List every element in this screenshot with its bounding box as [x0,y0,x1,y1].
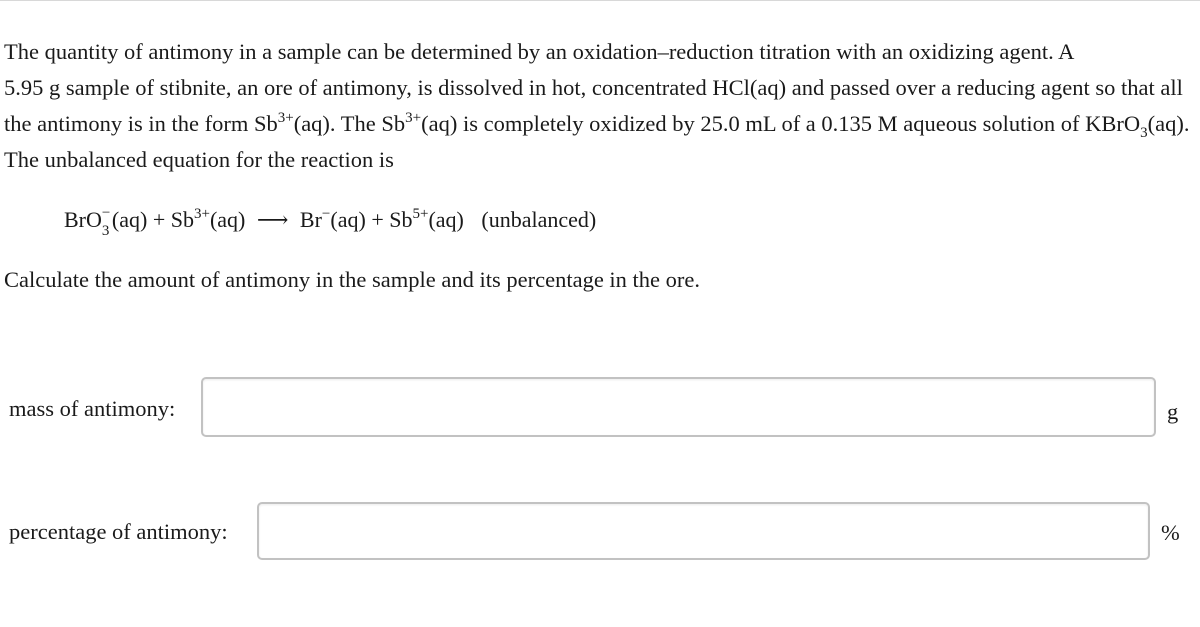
problem-text-3: (aq). The Sb [293,111,406,136]
bromate-subscript: 3 [101,223,110,239]
sb3-charge-equation: 3+ [193,206,210,222]
kbro3-subscript: 3 [1140,125,1148,141]
antimony-product: Sb [389,207,413,232]
problem-text-4: (aq) is completely oxidized by 25.0 mL of a 0.135 M aqueous solution of KBrO [421,111,1141,136]
percentage-input[interactable] [257,502,1150,560]
mass-label: mass of antimony: [9,396,176,421]
bromate-formula: BrO [64,207,102,232]
bromide-charge: − [321,206,331,222]
aq-state-4: (aq) [428,207,464,232]
sb3-charge-second: 3+ [405,110,422,126]
aq-state-2: (aq) [209,207,246,232]
bromate-charge: − [101,205,111,221]
problem-text-2: sample of stibnite, an ore of antimony, is dissolved in hot, concentrated HCl(aq) and passed over a reducing agent so that all the antimony is in the form Sb [4,75,1183,136]
mass-answer-row [0,377,1200,437]
bromide-formula: Br [299,207,322,232]
unit-grams-inline: g [49,75,61,100]
problem-text-5: (aq). The unbalanced equation for the reaction is [4,111,1190,172]
plus-sign-1: + [152,207,166,232]
reaction-equation [64,202,596,238]
plus-sign-2: + [371,207,384,232]
percentage-answer-row [0,502,1200,560]
reaction-arrow: ⟶ [256,207,289,232]
percentage-unit: % [1161,520,1180,545]
percentage-label: percentage of antimony: [9,519,228,544]
question-prompt: Calculate the amount of antimony in the sample and its percentage in the ore. [4,267,701,292]
problem-statement [4,34,1194,178]
mass-unit: g [1167,399,1179,424]
aq-state-3: (aq) [330,207,366,232]
bromate-ion-marks [101,205,112,239]
sb5-charge: 5+ [412,206,429,222]
unbalanced-note: (unbalanced) [481,207,597,232]
sb3-charge: 3+ [277,110,294,126]
mass-input[interactable] [201,377,1156,437]
problem-text-1: The quantity of antimony in a sample can be determined by an oxidation–reduction titration with an oxidizing agent. A 5.95 [4,39,1074,100]
antimony-reactant: Sb [170,207,194,232]
top-divider [0,0,1200,1]
aq-state-1: (aq) [111,207,148,232]
